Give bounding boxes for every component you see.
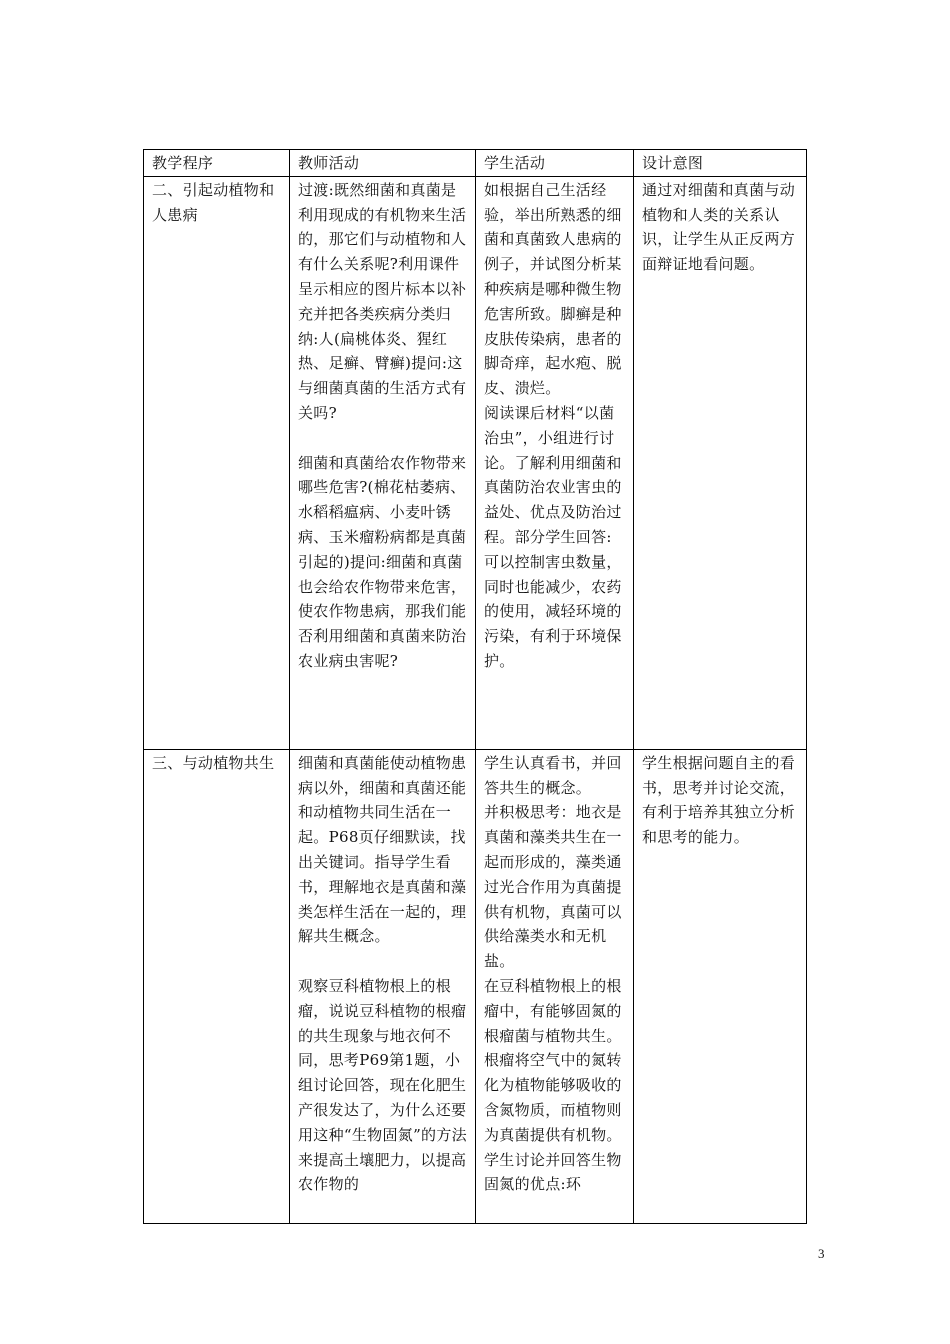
- cell-student: [476, 176, 634, 749]
- student-paragraph: 并积极思考：地衣是真菌和藻类共生在一起而形成的，藻类通过光合作用为真菌提供有机物，真菌可以供给藻类水和无机盐。: [484, 803, 622, 971]
- student-paragraph: 如根据自己生活经验，举出所熟悉的细菌和真菌致人患病的例子，并试图分析某种疾病是哪种微生物危害所致。脚癣是种皮肤传染病，患者的脚奇痒，起水疱、脱皮、溃烂。: [484, 180, 622, 398]
- teacher-paragraph: 观察豆科植物根上的根瘤，说说豆科植物的根瘤的共生现象与地衣何不同，思考P69第1题，小组讨论回答，现在化肥生产很发达了，为什么还要用这种“生物固氮”的方法来提高土壤肥力，以提高农作物的: [298, 976, 467, 1194]
- cell-student: [476, 749, 634, 1223]
- teacher-paragraph: 细菌和真菌能使动植物患病以外，细菌和真菌还能和动植物共同生活在一起。P68页仔细默读，找出关键词。指导学生看书，理解地衣是真菌和藻类怎样生活在一起的，理解共生概念。: [298, 753, 467, 946]
- table-row: [144, 176, 807, 749]
- cell-teacher: [290, 176, 476, 749]
- student-paragraph: 阅读课后材料“以菌治虫”，小组进行讨论。了解利用细菌和真菌防治农业害虫的益处、优点及防治过程。部分学生回答:可以控制害虫数量，同时也能减少，农药的使用，减轻环境的污染，有利于环境保护。: [484, 403, 622, 670]
- header-intent: 设计意图: [634, 150, 807, 177]
- table-header-row: [144, 150, 807, 177]
- student-paragraph: 学生讨论并回答生物固氮的优点:环: [484, 1150, 622, 1194]
- student-paragraph: 学生认真看书，并回答共生的概念。: [484, 753, 622, 797]
- header-teacher: 教师活动: [290, 150, 476, 177]
- cell-intent: 通过对细菌和真菌与动植物和人类的关系认识，让学生从正反两方面辩证地看问题。: [634, 176, 807, 749]
- cell-program: 三、与动植物共生: [144, 749, 290, 1223]
- header-student: 学生活动: [476, 150, 634, 177]
- teacher-paragraph: 过渡:既然细菌和真菌是利用现成的有机物来生活的，那它们与动植物和人有什么关系呢?利用课件呈示相应的图片标本以补充并把各类疾病分类归纳:人(扁桃体炎、猩红热、足癣、臂癣)提问:这与细菌真菌的生活方式有关吗?: [298, 180, 467, 422]
- cell-intent: 学生根据问题自主的看书，思考并讨论交流，有利于培养其独立分析和思考的能力。: [634, 749, 807, 1223]
- cell-teacher: [290, 749, 476, 1223]
- table-row: [144, 749, 807, 1223]
- header-program: 教学程序: [144, 150, 290, 177]
- page-number: 3: [818, 1246, 825, 1261]
- cell-program: 二、引起动植物和人患病: [144, 176, 290, 749]
- lesson-plan-table: [143, 149, 807, 1224]
- teacher-paragraph: 细菌和真菌给农作物带来哪些危害?(棉花枯萎病、水稻稻瘟病、小麦叶锈病、玉米瘤粉病都是真菌引起的)提问:细菌和真菌也会给农作物带来危害，使农作物患病，那我们能否利用细菌和真菌来防治农业病虫害呢?: [298, 453, 467, 670]
- student-paragraph: 在豆科植物根上的根瘤中，有能够固氮的根瘤菌与植物共生。根瘤将空气中的氮转化为植物能够吸收的含氮物质，而植物则为真菌提供有机物。: [484, 976, 622, 1144]
